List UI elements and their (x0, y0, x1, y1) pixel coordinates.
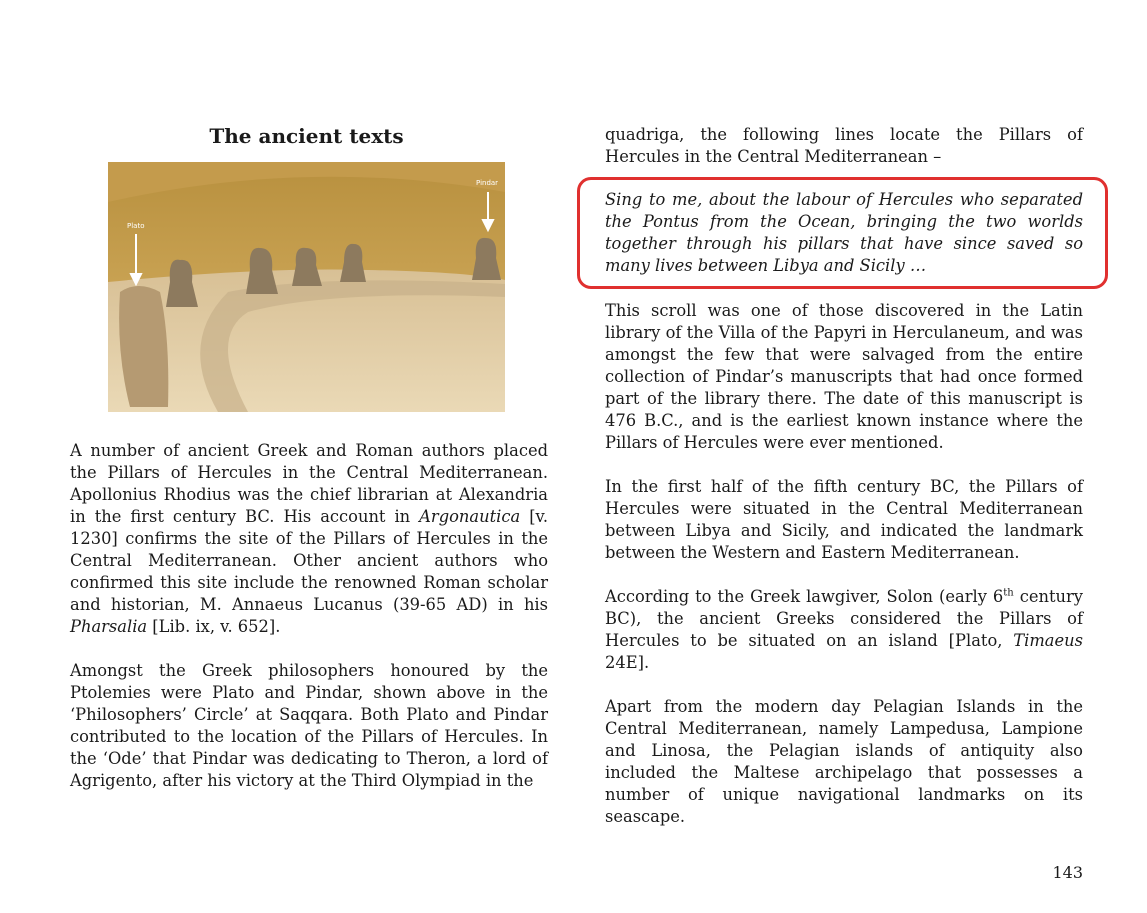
philosophers-circle-photo (108, 162, 505, 412)
title-pharsalia: Pharsalia (70, 617, 148, 636)
text-run: century BC), the ancient Greeks considered the Pillars of Hercules to be situated on an island [Plato, (605, 587, 1083, 650)
title-argonautica: Argonautica (419, 507, 521, 526)
paragraph-fifth-century: In the first half of the fifth century BC, the Pillars of Hercules were situated in the Central Mediterranean between Libya and Sicily, and indicated the landmark between the Western and Eastern Mediterranean. (605, 477, 1083, 562)
title-timaeus: Timaeus (1013, 631, 1083, 650)
pindar-label: Pindar (476, 179, 499, 187)
right-column-intro (605, 124, 1083, 168)
text-run: [v. 1230] confirms the site of the Pillars of Hercules in the Central Mediterranean. Other ancient authors who confirmed this site include the renowned Roman scholar and historian, M. Annaeus Lucanus (39-65 AD) in his (70, 507, 548, 614)
page-number: 143 (1052, 863, 1083, 882)
text-run: A number of ancient Greek and Roman authors placed the Pillars of Hercules in the Central Mediterranean. Apollonius Rhodius was the chief librarian at Alexandria in the first century BC. His account in (70, 441, 548, 526)
plato-label: Plato (127, 222, 145, 230)
pindar-quote: Sing to me, about the labour of Hercules who separated the Pontus from the Ocean, bringing the two worlds together through his pillars that have since saved so many lives between Libya and Sicily … (605, 190, 1083, 275)
paragraph-authors (70, 440, 548, 638)
right-column (605, 300, 1083, 828)
paragraph-philosophers: Amongst the Greek philosophers honoured by the Ptolemies were Plato and Pindar, shown above in the ‘Philosophers’ Circle’ at Saqqara. Both Plato and Pindar contributed to the location of the Pillars of Hercules. In the ‘Ode’ that Pindar was dedicating to Theron, a lord of Agrigento, after his victory at the Third Olympiad in the (70, 661, 548, 790)
left-column (70, 440, 548, 792)
section-heading: The ancient texts (209, 124, 404, 148)
photo-illustration (108, 162, 505, 412)
text-run: 24E]. (605, 653, 650, 672)
paragraph-scroll: This scroll was one of those discovered in the Latin library of the Villa of the Papyri in Herculaneum, and was amongst the few that were salvaged from the entire collection of Pindar’s manuscripts that had once formed part of the library there. The date of this manuscript is 476 B.C., and is the earliest known instance where the Pillars of Hercules were ever mentioned. (605, 301, 1083, 452)
paragraph-solon (605, 586, 1083, 674)
paragraph-pelagian: Apart from the modern day Pelagian Islands in the Central Mediterranean, namely Lampedusa, Lampione and Linosa, the Pelagian islands of antiquity also included the Maltese archipelago that possesses a number of unique navigational landmarks on its seascape. (605, 697, 1083, 826)
text-run: According to the Greek lawgiver, Solon (early 6 (605, 587, 1004, 606)
superscript: th (1003, 587, 1014, 599)
text-run: [Lib. ix, v. 652]. (147, 617, 281, 636)
paragraph-quadriga: quadriga, the following lines locate the Pillars of Hercules in the Central Mediterranean – (605, 125, 1083, 166)
